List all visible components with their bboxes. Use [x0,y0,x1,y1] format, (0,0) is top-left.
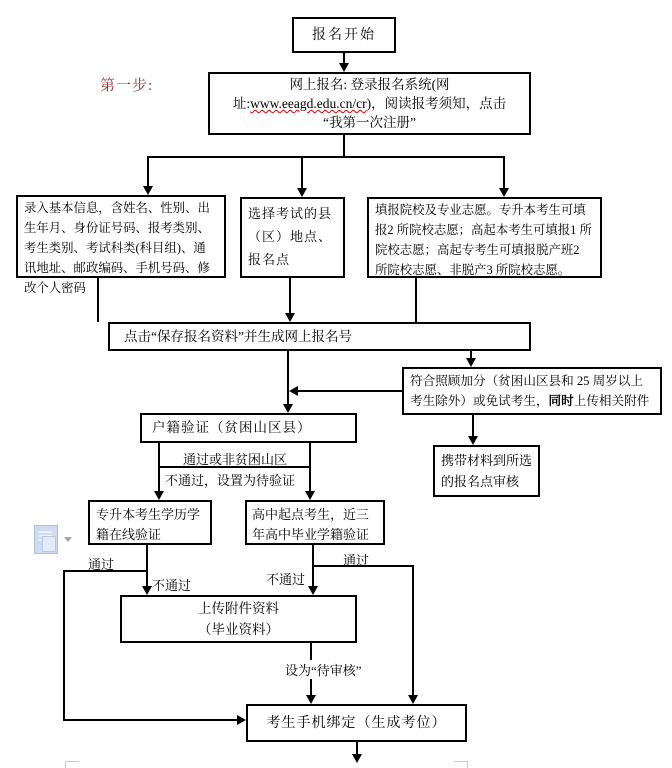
node-upload-attachments-text: 上传附件资料 （毕业资料） [198,601,279,637]
edge-label-fail-right: 不通过 [266,572,306,587]
margin-mark-right-stem [467,761,468,768]
node-hukou-verify-label: 户籍验证（贫困山区县） [152,420,312,435]
arrowhead [305,491,315,500]
connector-branch-college [503,158,505,189]
paste-page-icon [42,536,56,552]
register-url: www.eeagd.edu.cn/cr [250,96,367,111]
connector-gz-fail-upload [312,565,314,587]
connector-branch-info [147,158,149,187]
arrowhead [468,436,478,445]
node-exam-county-label: 选择考试的县（区）地点、报名点 [248,206,333,267]
connector-save-hukou [287,351,289,405]
node-save-data [108,322,531,351]
connector-bonus-back [297,390,402,392]
paste-options-button[interactable] [28,522,76,558]
margin-mark-right [454,761,468,762]
step-label: 第一步: [100,78,154,94]
arrowhead [306,695,316,704]
node-basic-info [16,195,226,295]
arrowhead [283,404,293,413]
connector-pass-right-vertical [412,565,414,696]
arrowhead [289,386,298,396]
connector-zsb-fail-upload [146,570,148,587]
edge-label-pass-or-nonpoor: 通过或非贫困山区 [183,452,288,467]
connector-bonus-materials [472,415,474,437]
edge-label-fail-set-pending: 不通过，设置为待验证 [165,473,296,488]
arrowhead [408,695,418,704]
edge-label-pass-right: 通过 [343,553,370,568]
node-save-data-label: 点击“保存报名资料”并生成网上报名号 [124,329,352,344]
edge-label-pass-left: 通过 [88,557,115,572]
connector-zsb-down [146,545,148,571]
arrowhead [154,491,164,500]
connector-branch-county [301,158,303,189]
node-exam-county [240,197,345,278]
node-bring-materials [433,445,540,497]
arrowhead [352,754,362,763]
node-gz-verify-label: 高中起点考生，近三年高中毕业学籍验证 [252,507,370,542]
connector-college-save [415,278,417,322]
node-start-label: 报名开始 [312,27,376,43]
connector-gz-down [312,545,314,566]
node-phone-bind-label: 考生手机绑定（生成考位） [266,715,447,731]
node-online-register-text: 网上报名: 登录报名系统(网 址:www.eeagd.edu.cn/cr)，阅读报考须知，点击 “我第一次注册” [232,77,507,130]
connector-info-save [97,278,99,322]
edge-label-fail-left: 不通过 [152,578,192,593]
node-gz-verify [245,500,385,545]
node-bonus-exempt [402,367,662,415]
edge-label-set-pending-review: 设为“待审核” [283,660,364,679]
node-start [292,17,396,53]
chevron-down-icon[interactable] [64,537,72,542]
node-bring-materials-label: 携带材料到所选的报名点审核 [441,453,533,489]
node-hukou-verify [140,413,357,443]
margin-mark-left-stem [65,761,66,768]
connector-branch-horizontal [147,156,505,158]
node-college-choice-label: 填报院校及专业志愿。专升本考生可填报2 所院校志愿；高起本考生可填报1 所院校志愿；高起专考生可填报脱产班2 所院校志愿、非脱产3 所院校志愿。 [375,203,592,277]
node-zsb-verify [88,500,212,545]
margin-mark-left [65,761,79,762]
arrowhead [308,586,318,595]
node-upload-attachments [120,595,357,643]
arrowhead [297,188,307,197]
connector-county-save [289,278,291,314]
arrowhead [237,715,246,725]
connector-pass-left-into-bind [63,719,239,721]
connector-register-branch [343,135,345,157]
node-zsb-verify-label: 专升本考生学历学籍在线验证 [96,507,201,542]
arrowhead [285,313,295,322]
arrowhead [142,586,152,595]
node-online-register [208,72,531,135]
connector-pass-left-vertical [63,570,65,720]
node-phone-bind [246,704,467,742]
node-college-choice [367,197,602,278]
node-basic-info-label: 录入基本信息，含姓名、性别、出生年月、身份证号码、报考类别、考生类别、考试科类(科目组)、通讯地址、邮政编码、手机号码、修改个人密码 [24,201,210,295]
arrowhead [339,63,349,72]
arrowhead [143,186,153,195]
arrowhead [466,358,476,367]
node-bonus-exempt-text: 符合照顾加分（贫困山区县和 25 周岁以上考生除外）或免试考生，同时上传相关附件 [410,374,650,408]
arrowhead [499,188,509,197]
